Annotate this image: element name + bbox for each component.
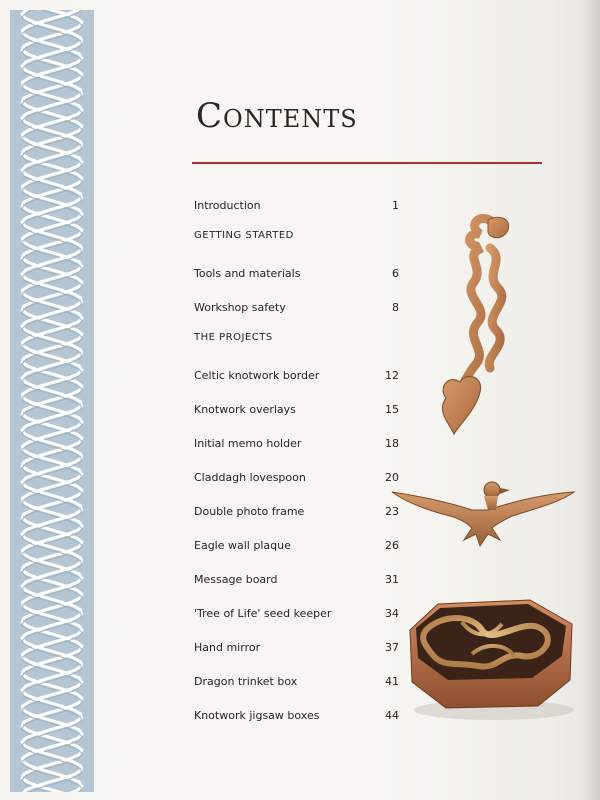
celtic-braid-border: [10, 10, 94, 792]
toc-entry[interactable]: [194, 502, 399, 520]
toc-entry-label: Dragon trinket box: [194, 674, 298, 688]
toc-entry[interactable]: [194, 400, 399, 418]
section-heading-the-projects: THE PROJECTS: [194, 332, 273, 343]
toc-entry-label: 'Tree of Life' seed keeper: [194, 606, 332, 620]
toc-entry[interactable]: [194, 638, 399, 656]
toc-entry-label: Hand mirror: [194, 640, 261, 654]
lovespoon-carving-image: [418, 212, 538, 452]
toc-entry[interactable]: [194, 298, 399, 316]
toc-entry[interactable]: [194, 196, 399, 214]
toc-entry[interactable]: [194, 706, 399, 724]
toc-entry-page: 20: [385, 470, 399, 484]
toc-entry-page: 34: [385, 606, 399, 620]
toc-entry-label: Celtic knotwork border: [194, 368, 320, 382]
toc-entry-label: Tools and materials: [194, 266, 301, 280]
section-heading-getting-started: GETTING STARTED: [194, 230, 294, 241]
toc-entry-page: 41: [385, 674, 399, 688]
eagle-plaque-carving-image: [388, 474, 578, 554]
dragon-trinket-box-image: [402, 594, 582, 724]
toc-entry-label: Initial memo holder: [194, 436, 302, 450]
toc-entry-page: 23: [385, 504, 399, 518]
toc-entry-label: Message board: [194, 572, 278, 586]
toc-entry-page: 31: [385, 572, 399, 586]
toc-entry[interactable]: [194, 604, 399, 622]
toc-entry[interactable]: [194, 264, 399, 282]
toc-entry-page: 1: [392, 198, 399, 212]
toc-entry[interactable]: [194, 672, 399, 690]
toc-entry-label: Eagle wall plaque: [194, 538, 291, 552]
braid-pattern: [10, 10, 94, 792]
toc-entry-page: 15: [385, 402, 399, 416]
toc-entry-page: 8: [392, 300, 399, 314]
toc-entry-page: 6: [392, 266, 399, 280]
toc-entry-label: Knotwork overlays: [194, 402, 296, 416]
toc-entry-page: 44: [385, 708, 399, 722]
toc-entry[interactable]: [194, 570, 399, 588]
toc-entry-page: 26: [385, 538, 399, 552]
toc-entry[interactable]: [194, 434, 399, 452]
toc-entry-label: Introduction: [194, 198, 261, 212]
toc-entry-label: Double photo frame: [194, 504, 305, 518]
title-rule: [192, 162, 542, 164]
toc-entry-label: Knotwork jigsaw boxes: [194, 708, 320, 722]
page-title: Contents: [196, 96, 358, 136]
toc-entry[interactable]: [194, 366, 399, 384]
toc-entry-page: 18: [385, 436, 399, 450]
toc-entry[interactable]: [194, 468, 399, 486]
toc-entry-page: 37: [385, 640, 399, 654]
toc-entry-page: 12: [385, 368, 399, 382]
toc-entry[interactable]: [194, 536, 399, 554]
toc-entry-label: Workshop safety: [194, 300, 286, 314]
toc-entry-label: Claddagh lovespoon: [194, 470, 306, 484]
scan-shadow: [582, 0, 600, 800]
